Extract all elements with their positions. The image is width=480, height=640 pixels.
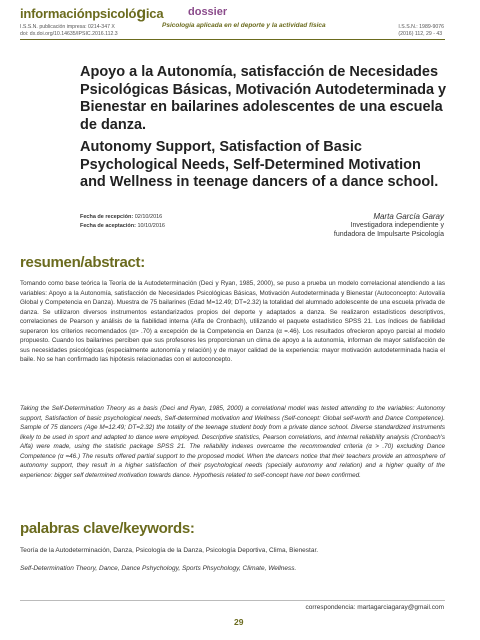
keywords-english: Self-Determination Theory, Dance, Dance Pshychology, Sports Phsychology, Climate, Wellness. — [20, 565, 297, 572]
received-label: Fecha de recepción: — [80, 214, 134, 220]
doi: doi: dx.doi.org/10.14635/IPSIC.2016.112.3 — [20, 31, 118, 37]
keywords-heading: palabras clave/keywords: — [20, 520, 195, 537]
keywords-spanish: Teoría de la Autodeterminación, Danza, Psicología de la Danza, Psicología Deportiva, Clima, Bienestar. — [20, 547, 319, 554]
issn-left — [20, 24, 118, 38]
issn-print: I.S.S.N. publicación impresa: 0214-347 X — [20, 24, 115, 30]
page-number: 29 — [234, 617, 244, 627]
issn-right — [398, 24, 444, 38]
section-label: dossier — [188, 6, 228, 18]
header-divider — [20, 39, 445, 40]
abstract-english: Taking the Self-Determination Theory as a basis (Deci and Ryan, 1985, 2000) a correlational model was tested attending to the variables: Autonomy support, Satisfaction of basic psychological needs, Self-determined motivation and Wellness (Self-concept: Global self-worth and Dance Competence). Sample of 75 dancers (Age M=12.49; DT=2.32) the totality of the teenage student body from a private dance school. Diverse standardized instruments likely to be used in sport and adapted to dance were employed. Descriptive statistics, Pearson correlations, and internal reliability analysis (Cronbach's Alfa) were made, using the statistic package SPSS 21. The reliability indexes overcame the recommended criteria (α > .70) excluding Dance Competence (α =46.) The results offered partial support to the proposed model. When the dancers notice that their teachers provide an atmosphere of autonomy support, they result in a higher satisfaction of their psychological needs (specially autonomy and relation) and a higher quality of the experience: bigger self determined motivation towards dance. Hypothesis related to self-concept have not been confirmed. — [20, 405, 445, 479]
author-block — [334, 212, 444, 239]
author-name: Marta García Garay — [373, 212, 444, 221]
received-date: 02/10/2016 — [134, 214, 163, 220]
correspondence-email[interactable]: correspondencia: martagarciagaray@gmail.com — [305, 604, 444, 611]
footer-divider — [20, 600, 445, 601]
accepted-date: 10/10/2016 — [137, 223, 165, 229]
author-affiliation-2: fundadora de Impulsarte Psicología — [333, 231, 444, 238]
title-english: Autonomy Support, Satisfaction of Basic Psychological Needs, Self-Determined Motivation and Wellness in teenage dancers of a dance school. — [80, 139, 439, 190]
author-affiliation-1: Investigadora independiente y — [350, 222, 444, 229]
abstract-heading: resumen/abstract: — [20, 254, 145, 271]
journal-logo: informaciónpsicológica — [20, 5, 164, 22]
issn-online: I.S.S.N.: 1989-9076 — [398, 24, 444, 30]
title-spanish: Apoyo a la Autonomía, satisfacción de Necesidades Psicológicas Básicas, Motivación Autodeterminada y Bienestar en bailarines adolescentes de una escuela de danza. — [80, 64, 447, 133]
volume-pages: (2016) 112, 29 - 43 — [398, 31, 443, 37]
abstract-spanish: Tomando como base teórica la Teoría de la Autodeterminación (Deci y Ryan, 1985, 2000), se puso a prueba un modelo correlacional atendiendo a las variables: Apoyo a la Autonomía, satisfacción de Necesidades Psicológicas Básicas, Motivación Autodeterminada y Bienestar (Autoconcepto: Autovalía Global y Competencia en Danza). Muestra de 75 bailarines (Edad M=12.49; DT=2.32) la totalidad del alumnado adolescente de una escuela privada de danza. Se utilizaron diversos instrumentos estandarizados propios del deporte y adaptados a danza. Se realizaron estadísticos descriptivos, correlaciones de Pearson y análisis de la fiabilidad interna (Alfa de Cronbach), utilizando el paquete estadístico SPSS 21. Los índices de fiabilidad superaron los criterios recomendados (α> .70) a excepción de la Competencia en Danza (α =.46). Los resultados ofrecieron apoyo parcial al modelo propuesto. Cuando los bailarines perciben que sus profesores les proporcionan un clima de apoyo a la autonomía, informan de mayor satisfacción de sus necesidades psicológicas (especialmente autonomía y relación) y de mayor calidad de la experiencia: mayor motivación autodeterminada hacia el baile. No se han confirmado las hipótesis relacionadas con el autoconcepto. — [20, 280, 445, 363]
accepted-label: Fecha de aceptación: — [80, 223, 136, 229]
article-dates — [80, 213, 165, 231]
journal-subtitle: Psicología aplicada en el deporte y la actividad física — [162, 22, 326, 29]
